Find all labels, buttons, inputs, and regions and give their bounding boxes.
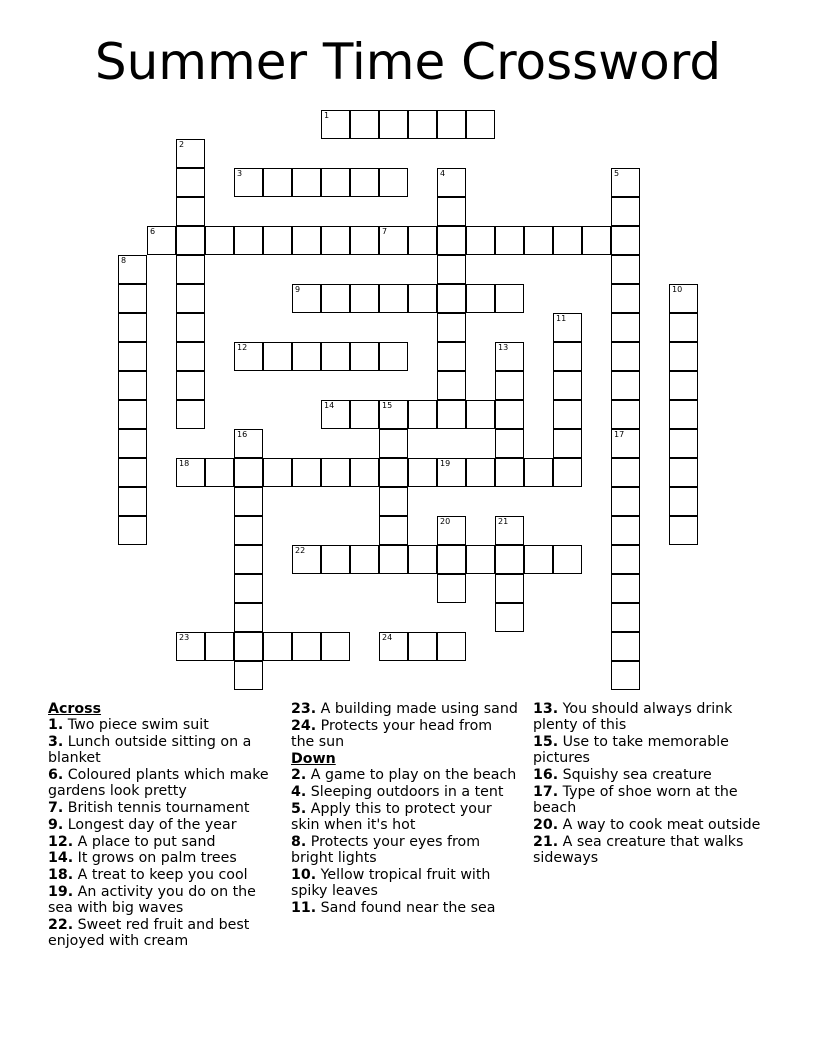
grid-cell[interactable] (408, 284, 437, 313)
grid-cell[interactable] (292, 226, 321, 255)
grid-cell[interactable] (350, 226, 379, 255)
clue-item (291, 900, 519, 916)
grid-cell[interactable] (437, 168, 466, 197)
grid-cell[interactable] (611, 168, 640, 197)
clue-item (533, 701, 768, 733)
clue-item (48, 734, 278, 766)
grid-cell[interactable] (263, 226, 292, 255)
grid-cell[interactable] (437, 458, 466, 487)
grid-cell[interactable] (379, 400, 408, 429)
clue-number: 22 (295, 546, 306, 555)
grid-cell[interactable] (553, 342, 582, 371)
clue-item-number: 19. (48, 883, 74, 900)
clue-number: 8 (121, 256, 127, 265)
grid-cell[interactable] (582, 226, 611, 255)
clues-column-2 (291, 701, 519, 916)
clue-item (48, 717, 278, 733)
grid-cell[interactable] (437, 284, 466, 313)
grid-cell[interactable] (234, 632, 263, 661)
grid-cell[interactable] (379, 545, 408, 574)
clue-number: 11 (556, 314, 567, 323)
grid-cell[interactable] (495, 429, 524, 458)
clue-number: 6 (150, 227, 156, 236)
grid-cell[interactable] (234, 342, 263, 371)
grid-cell[interactable] (553, 371, 582, 400)
grid-cell[interactable] (466, 545, 495, 574)
grid-cell[interactable] (118, 313, 147, 342)
grid-cell[interactable] (611, 284, 640, 313)
clues-column-3 (533, 701, 768, 867)
grid-cell[interactable] (437, 632, 466, 661)
grid-cell[interactable] (234, 603, 263, 632)
grid-cell[interactable] (611, 458, 640, 487)
grid-cell[interactable] (408, 458, 437, 487)
grid-cell[interactable] (118, 255, 147, 284)
clue-item-number: 6. (48, 767, 64, 783)
clue-item-text: Sand found near the sea (316, 899, 496, 916)
grid-cell[interactable] (118, 284, 147, 313)
clue-item-number: 18. (48, 867, 74, 884)
grid-cell[interactable] (292, 168, 321, 197)
grid-cell[interactable] (495, 342, 524, 371)
clue-item-text: Use to take memorable pictures (533, 734, 729, 767)
grid-cell[interactable] (118, 400, 147, 429)
grid-cell[interactable] (524, 226, 553, 255)
clue-number: 9 (295, 285, 301, 294)
clue-number: 12 (237, 343, 248, 352)
clue-item-text: Longest day of the year (63, 816, 237, 833)
grid-cell[interactable] (437, 226, 466, 255)
grid-cell[interactable] (466, 458, 495, 487)
grid-cell[interactable] (669, 429, 698, 458)
clue-item-text: Yellow tropical fruit with spiky leaves (291, 866, 491, 899)
grid-cell[interactable] (176, 226, 205, 255)
clue-item-number: 15. (533, 734, 559, 750)
grid-cell[interactable] (408, 632, 437, 661)
grid-cell[interactable] (611, 516, 640, 545)
grid-cell[interactable] (611, 255, 640, 284)
grid-cell[interactable] (350, 284, 379, 313)
grid-cell[interactable] (379, 226, 408, 255)
grid-cell[interactable] (611, 342, 640, 371)
clue-number: 17 (614, 430, 625, 439)
clue-item-text: Sleeping outdoors in a tent (306, 783, 504, 800)
clue-item (291, 718, 519, 750)
clue-item-text: You should always drink plenty of this (533, 701, 733, 734)
down-list-part-1 (291, 767, 519, 916)
grid-cell[interactable] (321, 545, 350, 574)
clue-number: 10 (672, 285, 683, 294)
clue-item (48, 767, 278, 799)
clue-item (533, 817, 768, 833)
grid-cell[interactable] (176, 284, 205, 313)
grid-cell[interactable] (176, 458, 205, 487)
clue-item-text: British tennis tournament (63, 800, 250, 816)
clue-item-number: 24. (291, 717, 317, 734)
grid-cell[interactable] (437, 400, 466, 429)
grid-cell[interactable] (176, 371, 205, 400)
clue-item-number: 5. (291, 800, 307, 817)
grid-cell[interactable] (524, 545, 553, 574)
grid-cell[interactable] (408, 545, 437, 574)
clue-item (48, 867, 278, 883)
grid-cell[interactable] (437, 545, 466, 574)
grid-cell[interactable] (292, 632, 321, 661)
grid-cell[interactable] (118, 371, 147, 400)
grid-cell[interactable] (524, 458, 553, 487)
clue-item (533, 734, 768, 766)
clue-item (533, 784, 768, 816)
grid-cell[interactable] (118, 458, 147, 487)
grid-cell[interactable] (234, 226, 263, 255)
clue-item (48, 884, 278, 916)
grid-cell[interactable] (553, 429, 582, 458)
grid-cell[interactable] (350, 342, 379, 371)
clue-number: 21 (498, 517, 509, 526)
grid-cell[interactable] (118, 516, 147, 545)
clue-item (291, 784, 519, 800)
clue-item (48, 834, 278, 850)
clue-item (48, 800, 278, 816)
grid-cell[interactable] (147, 226, 176, 255)
clue-item-text: Protects your head from the sun (291, 717, 493, 750)
grid-cell[interactable] (321, 284, 350, 313)
clue-item-text: Protects your eyes from bright lights (291, 833, 481, 866)
grid-cell[interactable] (176, 342, 205, 371)
grid-cell[interactable] (553, 400, 582, 429)
grid-cell[interactable] (321, 342, 350, 371)
clue-item-text: Two piece swim suit (63, 717, 209, 734)
grid-cell[interactable] (321, 400, 350, 429)
grid-cell[interactable] (669, 516, 698, 545)
clues-column-1 (48, 701, 278, 950)
clue-item-number: 20. (533, 816, 559, 833)
grid-cell[interactable] (495, 226, 524, 255)
grid-cell[interactable] (205, 458, 234, 487)
grid-cell[interactable] (321, 168, 350, 197)
grid-cell[interactable] (669, 284, 698, 313)
grid-cell[interactable] (495, 458, 524, 487)
grid-cell[interactable] (553, 313, 582, 342)
clue-item (48, 817, 278, 833)
clue-number: 1 (324, 111, 330, 120)
clue-item-text: Apply this to protect your skin when it's hot (291, 800, 492, 833)
grid-cell[interactable] (234, 458, 263, 487)
grid-cell[interactable] (292, 342, 321, 371)
grid-cell[interactable] (176, 139, 205, 168)
grid-cell[interactable] (292, 545, 321, 574)
grid-cell[interactable] (553, 226, 582, 255)
grid-cell[interactable] (263, 632, 292, 661)
grid-cell[interactable] (611, 661, 640, 690)
grid-cell[interactable] (321, 110, 350, 139)
grid-cell[interactable] (495, 516, 524, 545)
clue-item-number: 3. (48, 734, 64, 750)
clue-item-number: 4. (291, 783, 307, 800)
grid-cell[interactable] (176, 255, 205, 284)
across-heading: Across (48, 701, 102, 717)
grid-cell[interactable] (350, 110, 379, 139)
clue-number: 19 (440, 459, 451, 468)
puzzle-title: Summer Time Crossword (94, 33, 722, 91)
grid-cell[interactable] (292, 284, 321, 313)
grid-cell[interactable] (495, 603, 524, 632)
grid-cell[interactable] (408, 110, 437, 139)
clue-item-text: An activity you do on the sea with big waves (48, 883, 256, 917)
clue-item-text: Type of shoe worn at the beach (533, 783, 738, 816)
grid-cell[interactable] (379, 168, 408, 197)
clue-item-number: 12. (48, 833, 74, 850)
grid-cell[interactable] (234, 661, 263, 690)
grid-cell[interactable] (669, 400, 698, 429)
grid-cell[interactable] (495, 574, 524, 603)
down-list-part-2 (533, 701, 768, 866)
grid-cell[interactable] (437, 516, 466, 545)
clue-item-number: 2. (291, 767, 307, 783)
clue-item-number: 22. (48, 916, 74, 933)
grid-cell[interactable] (176, 400, 205, 429)
grid-cell[interactable] (611, 632, 640, 661)
clue-item-text: A game to play on the beach (306, 767, 517, 783)
clue-number: 20 (440, 517, 451, 526)
grid-cell[interactable] (379, 632, 408, 661)
clue-number: 24 (382, 633, 393, 642)
grid-cell[interactable] (669, 458, 698, 487)
grid-cell[interactable] (321, 226, 350, 255)
grid-cell[interactable] (611, 487, 640, 516)
down-heading: Down (291, 750, 336, 767)
clue-item (48, 917, 278, 949)
clue-item-number: 16. (533, 767, 559, 783)
clue-item-number: 17. (533, 783, 559, 800)
grid-cell[interactable] (234, 487, 263, 516)
clue-item-number: 9. (48, 816, 64, 833)
grid-cell[interactable] (553, 545, 582, 574)
grid-cell[interactable] (408, 226, 437, 255)
clue-item-text: Sweet red fruit and best enjoyed with cream (48, 916, 250, 950)
clue-item (291, 867, 519, 899)
grid-cell[interactable] (350, 168, 379, 197)
grid-cell[interactable] (437, 574, 466, 603)
clue-number: 5 (614, 169, 620, 178)
across-list-part-1 (48, 717, 278, 949)
grid-cell[interactable] (437, 371, 466, 400)
grid-cell[interactable] (205, 226, 234, 255)
clue-number: 23 (179, 633, 190, 642)
grid-cell[interactable] (611, 429, 640, 458)
clue-item-text: A way to cook meat outside (558, 816, 761, 833)
clue-item-number: 13. (533, 701, 559, 717)
clue-item-text: A treat to keep you cool (73, 867, 248, 884)
clue-item-text: Squishy sea creature (558, 767, 712, 783)
clue-item (533, 767, 768, 783)
grid-cell[interactable] (176, 632, 205, 661)
grid-cell[interactable] (234, 574, 263, 603)
clue-item (291, 834, 519, 866)
grid-cell[interactable] (466, 284, 495, 313)
clue-number: 16 (237, 430, 248, 439)
clue-item-number: 8. (291, 833, 307, 850)
grid-cell[interactable] (263, 458, 292, 487)
grid-cell[interactable] (379, 458, 408, 487)
grid-cell[interactable] (118, 429, 147, 458)
grid-cell[interactable] (611, 371, 640, 400)
clue-item-number: 1. (48, 717, 64, 734)
clue-item-number: 23. (291, 701, 317, 717)
grid-cell[interactable] (379, 110, 408, 139)
grid-cell[interactable] (379, 429, 408, 458)
clue-item-number: 11. (291, 899, 317, 916)
grid-cell[interactable] (263, 342, 292, 371)
grid-cell[interactable] (611, 603, 640, 632)
clue-item-text: Coloured plants which make gardens look pretty (48, 767, 269, 800)
clue-item (291, 701, 519, 717)
clue-item (48, 850, 278, 866)
grid-cell[interactable] (379, 284, 408, 313)
clue-number: 14 (324, 401, 335, 410)
grid-cell[interactable] (176, 197, 205, 226)
clue-item-number: 21. (533, 833, 559, 850)
clue-number: 4 (440, 169, 446, 178)
grid-cell[interactable] (205, 632, 234, 661)
grid-cell[interactable] (466, 226, 495, 255)
grid-cell[interactable] (611, 313, 640, 342)
clue-item-text: A place to put sand (73, 833, 216, 850)
clue-item (533, 834, 768, 866)
grid-cell[interactable] (669, 487, 698, 516)
grid-cell[interactable] (611, 574, 640, 603)
grid-cell[interactable] (321, 632, 350, 661)
grid-cell[interactable] (437, 197, 466, 226)
grid-cell[interactable] (611, 545, 640, 574)
clue-item-number: 14. (48, 850, 74, 867)
grid-cell[interactable] (553, 458, 582, 487)
clue-item-number: 10. (291, 866, 317, 883)
grid-cell[interactable] (379, 487, 408, 516)
clue-item (291, 767, 519, 783)
clue-item (291, 801, 519, 833)
grid-cell[interactable] (669, 342, 698, 371)
grid-cell[interactable] (495, 371, 524, 400)
grid-cell[interactable] (321, 458, 350, 487)
clue-item-text: A sea creature that walks sideways (533, 833, 744, 866)
grid-cell[interactable] (669, 313, 698, 342)
grid-cell[interactable] (437, 342, 466, 371)
grid-cell[interactable] (234, 545, 263, 574)
clue-item-text: A building made using sand (316, 701, 518, 717)
grid-cell[interactable] (234, 516, 263, 545)
across-list-part-2 (291, 701, 519, 750)
grid-cell[interactable] (176, 168, 205, 197)
grid-cell[interactable] (350, 400, 379, 429)
grid-cell[interactable] (234, 168, 263, 197)
clue-number: 15 (382, 401, 393, 410)
grid-cell[interactable] (611, 197, 640, 226)
clue-number: 3 (237, 169, 243, 178)
grid-cell[interactable] (495, 284, 524, 313)
grid-cell[interactable] (466, 110, 495, 139)
grid-cell[interactable] (495, 545, 524, 574)
clue-number: 13 (498, 343, 509, 352)
grid-cell[interactable] (495, 400, 524, 429)
clue-item-text: It grows on palm trees (73, 850, 237, 867)
grid-cell[interactable] (118, 342, 147, 371)
grid-cell[interactable] (234, 429, 263, 458)
grid-cell[interactable] (466, 400, 495, 429)
clue-number: 2 (179, 140, 185, 149)
grid-cell[interactable] (350, 545, 379, 574)
grid-cell[interactable] (118, 487, 147, 516)
grid-cell[interactable] (379, 342, 408, 371)
clue-number: 18 (179, 459, 190, 468)
grid-cell[interactable] (669, 371, 698, 400)
grid-cell[interactable] (408, 400, 437, 429)
grid-cell[interactable] (611, 400, 640, 429)
grid-cell[interactable] (350, 458, 379, 487)
clue-item-text: Lunch outside sitting on a blanket (48, 734, 252, 767)
grid-cell[interactable] (379, 516, 408, 545)
clue-number: 7 (382, 227, 388, 236)
grid-cell[interactable] (437, 110, 466, 139)
grid-cell[interactable] (292, 458, 321, 487)
grid-cell[interactable] (263, 168, 292, 197)
grid-cell[interactable] (611, 226, 640, 255)
clue-item-number: 7. (48, 800, 64, 816)
grid-cell[interactable] (437, 255, 466, 284)
grid-cell[interactable] (437, 313, 466, 342)
grid-cell[interactable] (176, 313, 205, 342)
